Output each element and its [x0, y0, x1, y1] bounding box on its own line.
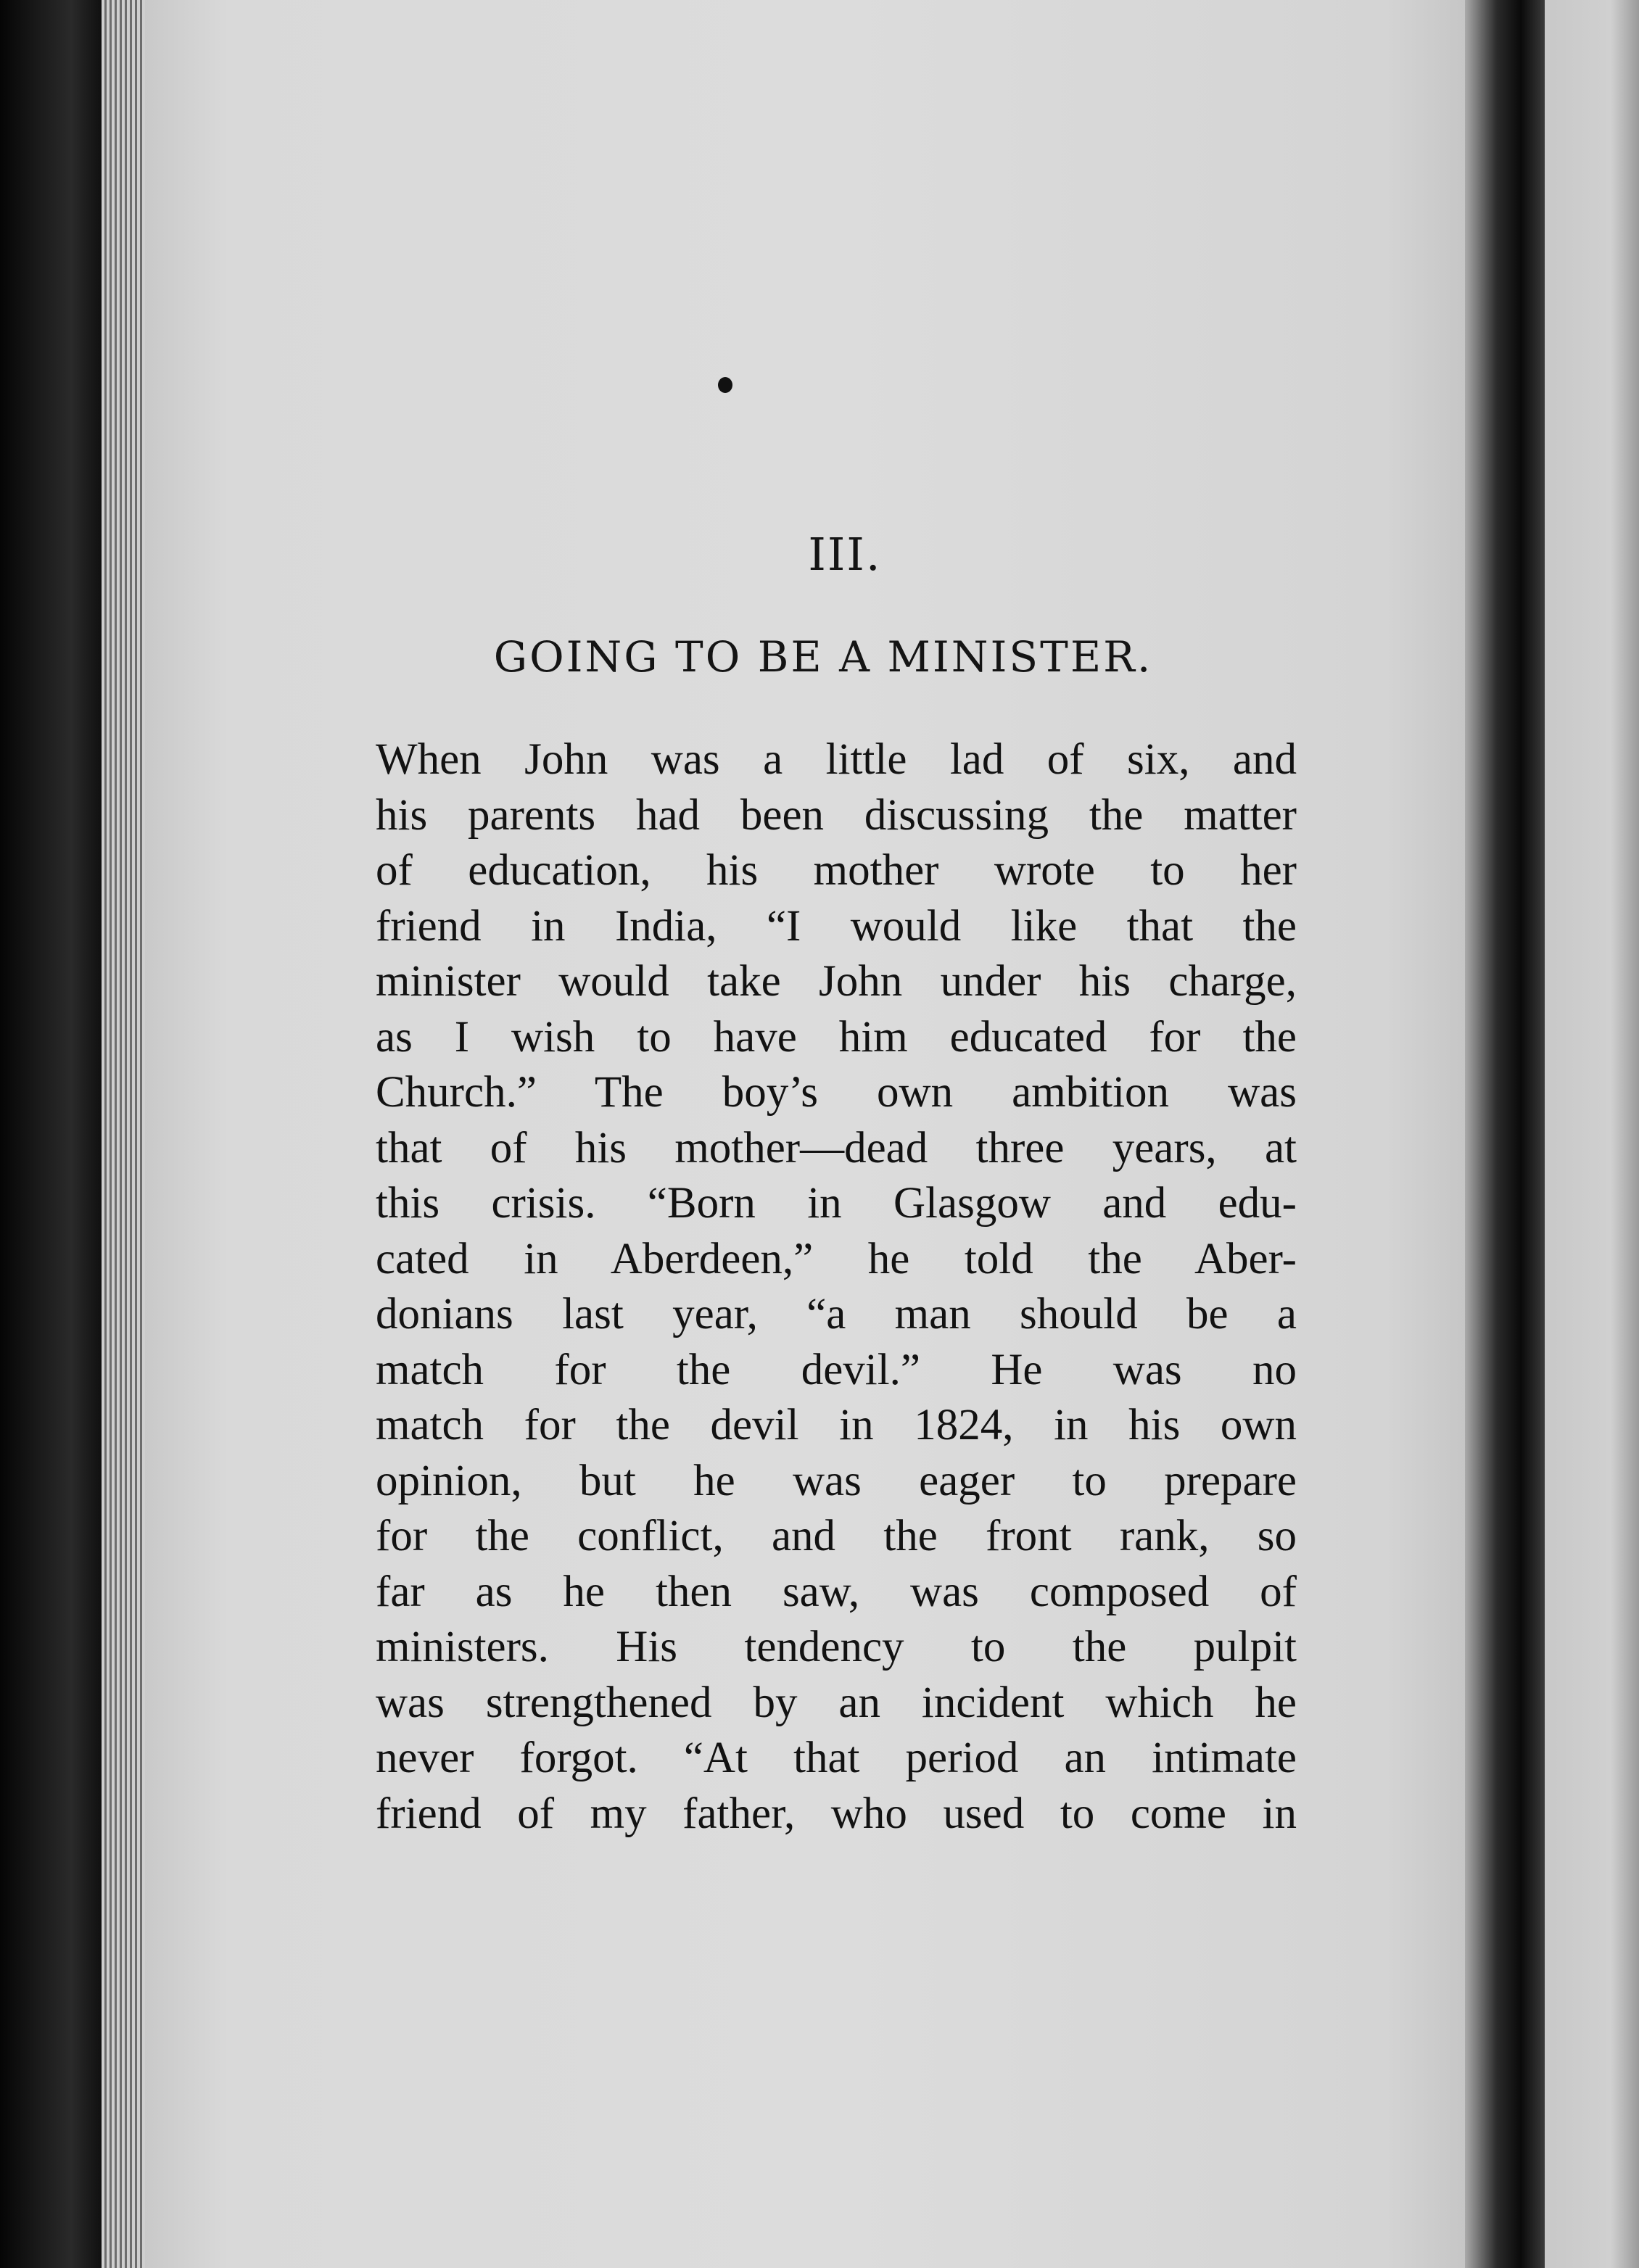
body-line: far as he then saw, was composed of	[376, 1567, 1297, 1616]
body-line: cated in Aberdeen,” he told the Aber-	[376, 1234, 1297, 1283]
body-line: minister would take John under his charge,	[376, 957, 1297, 1006]
body-line: as I wish to have him educated for the	[376, 1012, 1297, 1061]
chapter-body	[376, 732, 1297, 1842]
body-line: ministers. His tendency to the pulpit	[376, 1623, 1297, 1671]
ink-dot-mark	[718, 377, 732, 393]
left-binding	[0, 0, 102, 2268]
chapter-title: GOING TO BE A MINISTER.	[493, 632, 1153, 682]
chapter-number: III.	[808, 528, 882, 581]
gutter-shadow	[1465, 0, 1545, 2268]
body-line: Church.” The boy’s own ambition was	[376, 1068, 1297, 1117]
body-line: match for the devil.” He was no	[376, 1345, 1297, 1394]
body-line: this crisis. “Born in Glasgow and edu-	[376, 1179, 1297, 1228]
body-line: match for the devil in 1824, in his own	[376, 1401, 1297, 1449]
body-line: his parents had been discussing the matter	[376, 790, 1297, 840]
body-line: for the conflict, and the front rank, so	[376, 1512, 1297, 1560]
body-line: friend of my father, who used to come in	[376, 1789, 1297, 1838]
body-line: never forgot. “At that period an intimate	[376, 1734, 1297, 1782]
body-line: friend in India, “I would like that the	[376, 901, 1297, 951]
body-line: opinion, but he was eager to prepare	[376, 1456, 1297, 1505]
body-line: that of his mother—dead three years, at	[376, 1123, 1297, 1172]
body-line: donians last year, “a man should be a	[376, 1290, 1297, 1338]
facing-page-edge	[1545, 0, 1639, 2268]
body-line: of education, his mother wrote to her	[376, 846, 1297, 895]
body-line: When John was a little lad of six, and	[376, 735, 1297, 784]
body-line: was strengthened by an incident which he	[376, 1678, 1297, 1727]
